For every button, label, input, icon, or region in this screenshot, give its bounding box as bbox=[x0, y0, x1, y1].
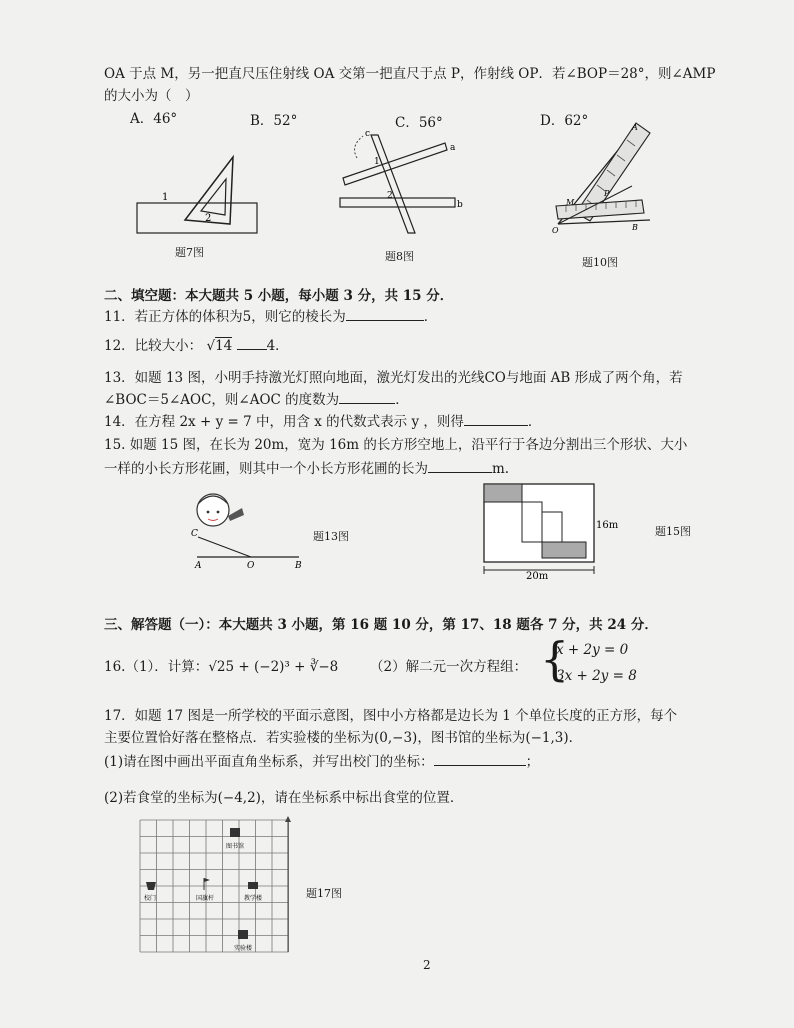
fig8-label-2: 2 bbox=[387, 191, 393, 201]
q12: 12．比较大小： √14 4． bbox=[104, 338, 289, 354]
fig7-caption: 题7图 bbox=[175, 246, 204, 259]
garden-1 bbox=[484, 484, 522, 502]
fig8-caption: 题8图 bbox=[385, 250, 414, 263]
laser-lamp-icon bbox=[228, 508, 244, 521]
fig10-caption: 题10图 bbox=[582, 256, 618, 269]
page-number: 2 bbox=[423, 958, 431, 972]
fig7-label-2: 2 bbox=[205, 213, 212, 224]
q16-expression: √25 + (−2)³ + ∛−8 bbox=[208, 659, 339, 675]
library-icon bbox=[230, 828, 240, 837]
figure-7 bbox=[135, 148, 265, 228]
fig13-label-a: A bbox=[195, 561, 202, 571]
q16-part1: 16.（1）．计算：√25 + (−2)³ + ∛−8 bbox=[104, 659, 339, 675]
place-library: 图书馆 bbox=[226, 843, 245, 850]
q17-answer-blank[interactable] bbox=[434, 765, 526, 766]
q10-option-c: C．56° bbox=[395, 115, 443, 131]
ruler-7 bbox=[137, 203, 257, 233]
fig10-label-b: B bbox=[632, 223, 638, 232]
fig8-label-c: c bbox=[365, 129, 371, 139]
q17-line4: (2)若食堂的坐标为(−4,2)，请在坐标系中标出食堂的位置． bbox=[104, 790, 464, 806]
ruler-c bbox=[371, 135, 415, 233]
figure-8 bbox=[335, 128, 475, 238]
fig8-label-1: 1 bbox=[374, 157, 380, 167]
teaching-building-icon bbox=[248, 882, 258, 889]
equation-1: x + 2y = 0 bbox=[556, 642, 629, 658]
q15-line1: 15. 如题 15 图，在长为 20m，宽为 16m 的长方形空地上，沿平行于各边分割出三个形状、大小 bbox=[104, 437, 688, 453]
fig13-label-b: B bbox=[295, 561, 302, 571]
fig15-width-label: 20m bbox=[526, 571, 549, 582]
fig13-label-o: O bbox=[247, 561, 255, 571]
q13-answer-blank[interactable] bbox=[339, 403, 395, 404]
fig17-caption: 题17图 bbox=[306, 887, 342, 900]
fig15-height-label: 16m bbox=[596, 520, 619, 531]
figure-13 bbox=[185, 484, 305, 574]
section-3-heading: 三、解答题（一）：本大题共 3 小题，第 16 题 10 分，第 17、18 题各 7 分，共 24 分． bbox=[104, 617, 658, 633]
fig8-label-a: a bbox=[450, 143, 456, 153]
q13-line1: 13．如题 13 图，小明手持激光灯照向地面，激光灯发出的光线CO与地面 AB 形成了两个角，若 bbox=[104, 370, 683, 386]
q14: 14．在方程 2x + y = 7 中，用含 x 的代数式表示 y ，则得 ． bbox=[104, 414, 542, 430]
q17-line1: 17．如题 17 图是一所学校的平面示意图，图中小方格都是边长为 1 个单位长度的正方形，每个 bbox=[104, 708, 678, 724]
ray-co bbox=[198, 537, 251, 557]
q10-line2: 的大小为（ ） bbox=[104, 88, 199, 104]
boy-head-icon bbox=[197, 494, 229, 526]
figure-10 bbox=[552, 118, 667, 233]
equation-2: 3x + 2y = 8 bbox=[556, 668, 637, 684]
q14-answer-blank[interactable] bbox=[464, 425, 528, 426]
q15-line2: 一样的小长方形花圃，则其中一个小长方形花圃的长为 m. bbox=[104, 461, 510, 477]
q11: 11．若正方体的体积为5，则它的棱长为 ． bbox=[104, 309, 438, 325]
figure-15 bbox=[482, 482, 619, 582]
place-flagpole: 国旗杆 bbox=[196, 895, 215, 902]
lab-building-icon bbox=[238, 930, 248, 939]
q10-option-a: A．46° bbox=[130, 111, 178, 127]
fig13-caption: 题13图 bbox=[313, 530, 349, 543]
place-school-gate: 校门 bbox=[144, 895, 157, 902]
figure-17-grid[interactable] bbox=[138, 816, 298, 956]
q17-line2: 主要位置恰好落在整格点．若实验楼的坐标为(0,−3)，图书馆的坐标为(−1,3)． bbox=[104, 730, 583, 746]
q10-line1: OA 于点 M，另一把直尺压住射线 OA 交第一把直尺于点 P，作射线 OP．若∠BOP＝28°，则∠AMP bbox=[104, 66, 716, 82]
fig8-label-b: b bbox=[457, 200, 463, 210]
fig10-label-o: O bbox=[552, 226, 559, 235]
q16-part2: （2）解二元一次方程组： bbox=[370, 659, 528, 675]
place-lab-building: 实验楼 bbox=[234, 945, 253, 952]
school-gate-icon bbox=[146, 882, 156, 890]
garden-2 bbox=[542, 542, 586, 558]
sqrt-14: √14 bbox=[206, 338, 233, 354]
q10-option-b: B．52° bbox=[250, 113, 298, 129]
fig13-label-c: C bbox=[191, 529, 198, 539]
fig7-label-1: 1 bbox=[162, 192, 169, 203]
left-brace: { bbox=[540, 632, 570, 686]
fig15-caption: 题15图 bbox=[655, 525, 691, 538]
q13-line2: ∠BOC＝5∠AOC，则∠AOC 的度数为 ． bbox=[104, 392, 409, 408]
fig10-label-m: M bbox=[566, 198, 575, 207]
q10-option-d: D．62° bbox=[540, 113, 589, 129]
fig10-label-p: P bbox=[604, 189, 610, 198]
q11-answer-blank[interactable] bbox=[346, 320, 424, 321]
fig10-label-a: A bbox=[632, 123, 638, 132]
q12-answer-blank[interactable] bbox=[237, 349, 267, 350]
q17-line3: (1)请在图中画出平面直角坐标系，并写出校门的坐标： ； bbox=[104, 754, 540, 770]
place-teaching-building: 教学楼 bbox=[244, 895, 263, 902]
section-2-heading: 二、填空题：本大题共 5 小题，每小题 3 分，共 15 分． bbox=[104, 288, 454, 304]
q11-text: 11．若正方体的体积为5，则它的棱长为 bbox=[104, 309, 346, 325]
q15-answer-blank[interactable] bbox=[428, 472, 492, 473]
